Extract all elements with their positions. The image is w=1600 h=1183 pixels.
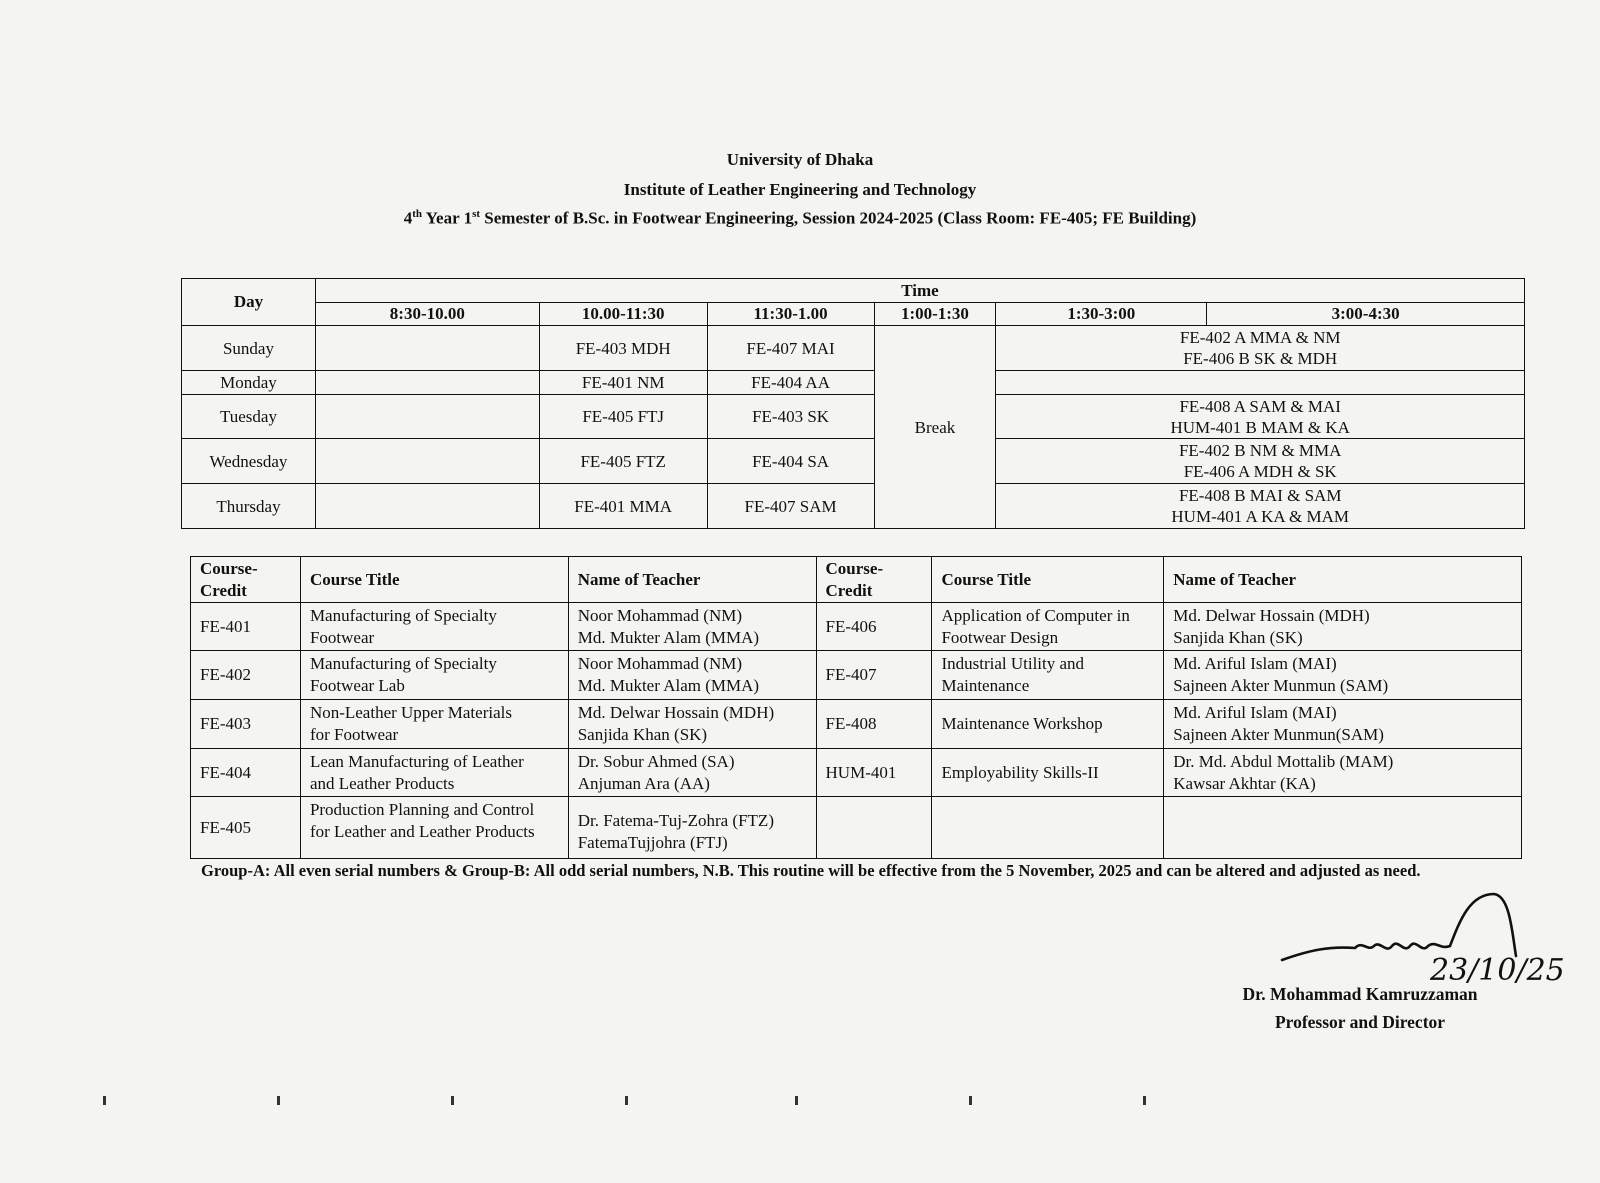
course-code: FE-408 — [816, 700, 932, 749]
time-header: Time — [315, 279, 1524, 303]
teacher-names: Dr. Fatema-Tuj-Zohra (FTZ) FatemaTujjohra (FTJ) — [568, 797, 816, 859]
course-title — [932, 797, 1164, 859]
signature-date: 23/10/25 — [1430, 953, 1565, 988]
course-code: FE-407 — [816, 651, 932, 700]
course-code: FE-403 — [191, 700, 301, 749]
slot-cell: FE-404 AA — [707, 371, 874, 395]
signatory-title: Professor and Director — [1274, 1012, 1446, 1032]
routine-row — [182, 484, 1525, 529]
day-cell: Wednesday — [182, 439, 316, 484]
slot-cell: FE-401 MMA — [539, 484, 707, 529]
routine-row — [182, 439, 1525, 484]
course-code: FE-401 — [191, 603, 301, 651]
slot-cell: FE-401 NM — [539, 371, 707, 395]
group-note: Group-A: All even serial numbers & Group-B: All odd serial numbers, N.B. This routine will be effective from the 5 November, 2025 and can be altered and adjusted as need. — [201, 861, 1421, 880]
day-cell: Monday — [182, 371, 316, 395]
course-code: FE-402 — [191, 651, 301, 700]
teacher-names: Md. Delwar Hossain (MDH) Sanjida Khan (SK) — [568, 700, 816, 749]
teacher-names: Dr. Md. Abdul Mottalib (MAM) Kawsar Akhtar (KA) — [1164, 749, 1522, 797]
slot-cell: FE-404 SA — [707, 439, 874, 484]
break-cell: Break — [874, 326, 996, 529]
teacher-names: Noor Mohammad (NM) Md. Mukter Alam (MMA) — [568, 651, 816, 700]
slot-header: 8:30-10.00 — [315, 303, 539, 326]
teacher-header: Name of Teacher — [568, 557, 816, 603]
slot-header: 11:30-1.00 — [707, 303, 874, 326]
routine-row — [182, 326, 1525, 371]
lab-cell: FE-402 B NM & MMA FE-406 A MDH & SK — [996, 439, 1525, 484]
table-row — [191, 700, 1522, 749]
course-code: FE-406 — [816, 603, 932, 651]
day-cell: Tuesday — [182, 395, 316, 439]
course-title: Production Planning and Control for Leather and Leather Products — [300, 797, 568, 859]
slot-cell: FE-403 MDH — [539, 326, 707, 371]
course-code: HUM-401 — [816, 749, 932, 797]
lab-cell: FE-402 A MMA & NM FE-406 B SK & MDH — [996, 326, 1525, 371]
course-title: Maintenance Workshop — [932, 700, 1164, 749]
course-teacher-table — [190, 556, 1522, 859]
slot-cell: FE-403 SK — [707, 395, 874, 439]
course-credit-header: Course- Credit — [816, 557, 932, 603]
slot-cell — [315, 371, 539, 395]
teacher-header: Name of Teacher — [1164, 557, 1522, 603]
routine-row — [182, 371, 1525, 395]
table-row — [191, 651, 1522, 700]
day-header: Day — [182, 279, 316, 326]
institute-title: Institute of Leather Engineering and Technology — [623, 180, 977, 199]
table-row — [191, 749, 1522, 797]
course-code: FE-404 — [191, 749, 301, 797]
routine-row — [182, 395, 1525, 439]
course-title: Lean Manufacturing of Leather and Leather Products — [300, 749, 568, 797]
slot-header: 1:00-1:30 — [874, 303, 996, 326]
signatory-name: Dr. Mohammad Kamruzzaman — [1242, 984, 1478, 1004]
slot-header: 1:30-3:00 — [996, 303, 1207, 326]
day-cell: Thursday — [182, 484, 316, 529]
slot-header: 10.00-11:30 — [539, 303, 707, 326]
table-row — [191, 797, 1522, 859]
course-credit-header: Course- Credit — [191, 557, 301, 603]
table-row — [191, 603, 1522, 651]
slot-header: 3:00-4:30 — [1207, 303, 1525, 326]
course-code — [816, 797, 932, 859]
program-title: 4th Year 1st Semester of B.Sc. in Footwear Engineering, Session 2024-2025 (Class Room: FE-405; FE Building) — [403, 208, 1197, 228]
university-title: University of Dhaka — [726, 150, 874, 169]
teacher-names: Noor Mohammad (NM) Md. Mukter Alam (MMA) — [568, 603, 816, 651]
course-title: Manufacturing of Specialty Footwear — [300, 603, 568, 651]
slot-cell — [315, 439, 539, 484]
slot-cell: FE-407 SAM — [707, 484, 874, 529]
teacher-names: Md. Ariful Islam (MAI) Sajneen Akter Munmun(SAM) — [1164, 700, 1522, 749]
course-title-header: Course Title — [300, 557, 568, 603]
slot-cell: FE-407 MAI — [707, 326, 874, 371]
slot-cell — [315, 484, 539, 529]
teacher-names: Dr. Sobur Ahmed (SA) Anjuman Ara (AA) — [568, 749, 816, 797]
course-title-header: Course Title — [932, 557, 1164, 603]
lab-cell: FE-408 B MAI & SAM HUM-401 A KA & MAM — [996, 484, 1525, 529]
course-title: Application of Computer in Footwear Design — [932, 603, 1164, 651]
teacher-names: Md. Ariful Islam (MAI) Sajneen Akter Munmun (SAM) — [1164, 651, 1522, 700]
lab-cell: FE-408 A SAM & MAI HUM-401 B MAM & KA — [996, 395, 1525, 439]
lab-cell — [996, 371, 1525, 395]
course-title: Industrial Utility and Maintenance — [932, 651, 1164, 700]
slot-cell — [315, 326, 539, 371]
day-cell: Sunday — [182, 326, 316, 371]
slot-cell — [315, 395, 539, 439]
course-title: Employability Skills-II — [932, 749, 1164, 797]
signature — [1270, 880, 1600, 990]
slot-cell: FE-405 FTZ — [539, 439, 707, 484]
course-code: FE-405 — [191, 797, 301, 859]
class-routine-table — [181, 278, 1525, 529]
course-title: Non-Leather Upper Materials for Footwear — [300, 700, 568, 749]
teacher-names — [1164, 797, 1522, 859]
course-title: Manufacturing of Specialty Footwear Lab — [300, 651, 568, 700]
slot-cell: FE-405 FTJ — [539, 395, 707, 439]
teacher-names: Md. Delwar Hossain (MDH) Sanjida Khan (SK) — [1164, 603, 1522, 651]
